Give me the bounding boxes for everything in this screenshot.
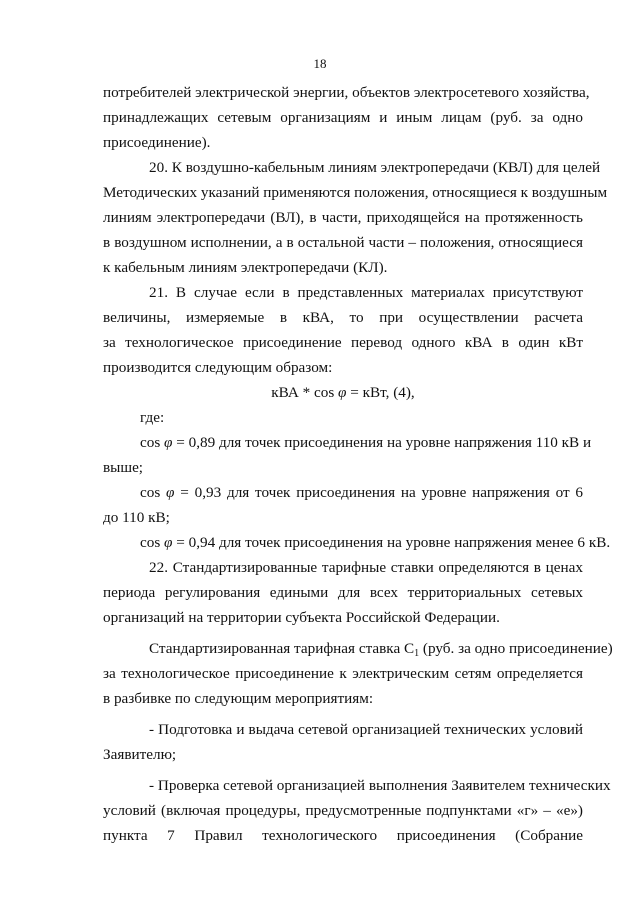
text-line: Методических указаний применяются положения, относящиеся к воздушным xyxy=(103,184,608,201)
phi-symbol: φ xyxy=(166,484,175,501)
paragraph-20-start: 20. К воздушно-кабельным линиям электропередачи (КВЛ) для целей xyxy=(149,159,601,176)
list-item-2: - Проверка сетевой организацией выполнения Заявителем технических xyxy=(149,777,611,794)
text-line: выше; xyxy=(103,459,144,476)
formula-left: кВА * cos xyxy=(271,384,339,401)
phi-symbol: φ xyxy=(164,434,173,451)
text-line: к кабельным линиям электропередачи (КЛ). xyxy=(103,259,388,276)
text-line: за технологическое присоединение к электрическим сетям определяется xyxy=(103,665,583,682)
text-line: присоединение). xyxy=(103,134,211,151)
text-line: производится следующим образом: xyxy=(103,359,333,376)
paragraph-21-start: 21. В случае если в представленных материалах присутствуют xyxy=(149,284,583,301)
rate-after: (руб. за одно присоединение) xyxy=(419,640,613,657)
text-line: условий (включая процедуры, предусмотренные подпунктами «г» – «е») xyxy=(103,802,583,819)
cos-line-below-6 xyxy=(103,530,611,555)
cos-value-text: = 0,93 для точек присоединения на уровне напряжения от 6 xyxy=(174,484,584,501)
rate-before: Стандартизированная тарифная ставка C xyxy=(149,640,415,657)
text-line: принадлежащих сетевым организациям и иным лицам (руб. за одно xyxy=(103,109,583,126)
page-number: 18 xyxy=(313,56,327,71)
text-line: организаций на территории субъекта Российской Федерации. xyxy=(103,609,500,626)
text-line: периода регулирования едиными для всех территориальных сетевых xyxy=(103,584,583,601)
text-line: пункта 7 Правил технологического присоединения (Собрание xyxy=(103,827,583,844)
cos-value-text: = 0,89 для точек присоединения на уровне напряжения 110 кВ и xyxy=(172,434,592,451)
text-line: Заявителю; xyxy=(103,746,177,763)
document-body xyxy=(103,80,613,848)
formula-phi: φ xyxy=(338,384,347,401)
cos-label: cos xyxy=(140,484,167,501)
text-line: потребителей электрической энергии, объектов электросетевого хозяйства, xyxy=(103,84,590,101)
text-line: линиям электропередачи (ВЛ), в части, приходящейся на протяженность xyxy=(103,209,583,226)
paragraph-22-start: 22. Стандартизированные тарифные ставки определяются в ценах xyxy=(149,559,583,576)
formula-4 xyxy=(103,380,583,405)
formula-right: = кВт, (4), xyxy=(346,384,415,401)
cos-value-text: = 0,94 для точек присоединения на уровне напряжения менее 6 кВ. xyxy=(172,534,611,551)
cos-label: cos xyxy=(140,434,165,451)
text-line: за технологическое присоединение перевод одного кВА в один кВт xyxy=(103,334,583,351)
rate-line xyxy=(103,636,613,661)
rate-subscript: 1 xyxy=(414,648,420,659)
cos-line-6-110 xyxy=(103,480,583,505)
text-line: в разбивке по следующим мероприятиям: xyxy=(103,690,374,707)
list-item-1: - Подготовка и выдача сетевой организацией технических условий xyxy=(149,721,583,738)
text-line: до 110 кВ; xyxy=(103,509,170,526)
cos-line-110 xyxy=(103,430,592,455)
where-label: где: xyxy=(140,409,165,426)
cos-label: cos xyxy=(140,534,165,551)
phi-symbol: φ xyxy=(164,534,173,551)
text-line: величины, измеряемые в кВА, то при осуществлении расчета xyxy=(103,309,583,326)
text-line: в воздушном исполнении, а в остальной части – положения, относящиеся xyxy=(103,234,583,251)
